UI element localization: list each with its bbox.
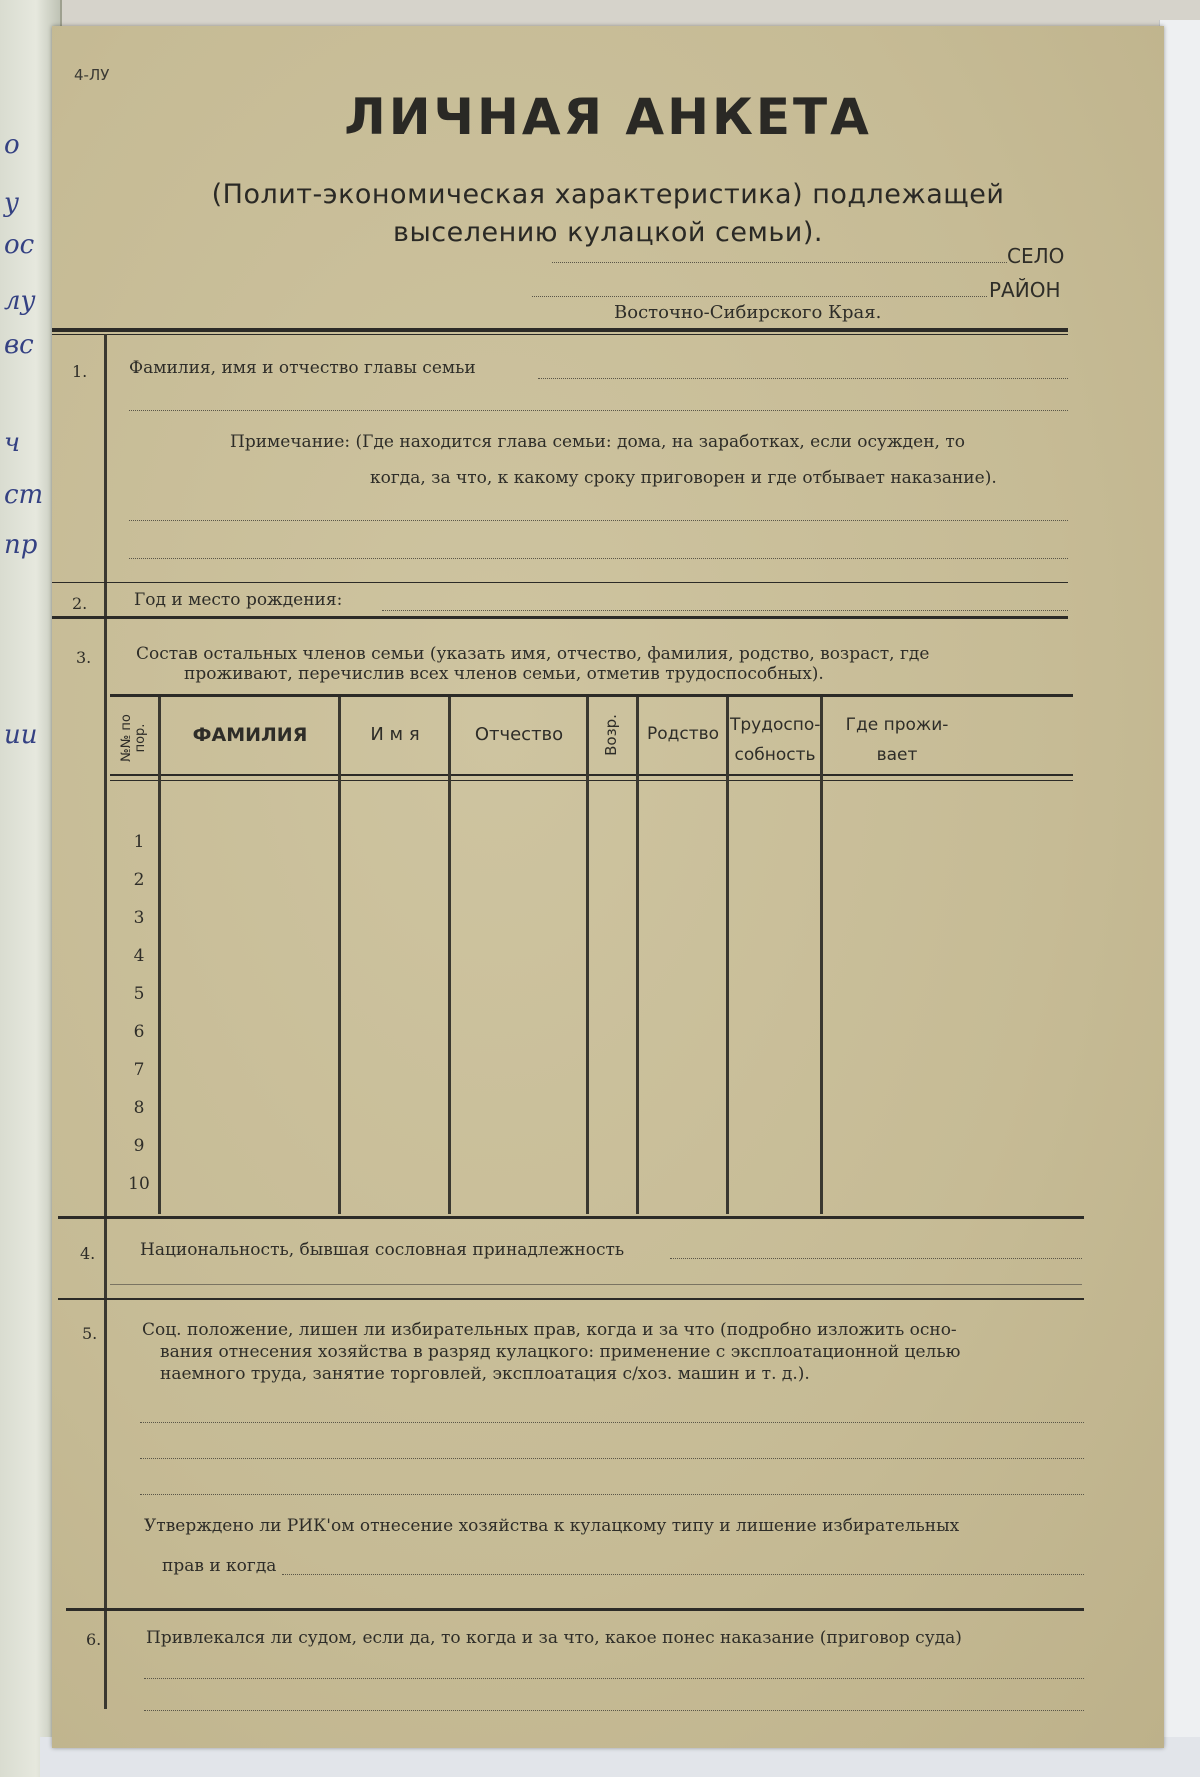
divider [52,582,1068,583]
column-separator [726,697,729,1214]
note-field-line[interactable] [129,558,1068,559]
divider [66,1608,1084,1611]
form-code: 4-ЛУ [74,66,110,84]
subtitle-line: (Полит-экономическая характеристика) подлежащей [211,179,1005,210]
header-patronymic: Отчество [474,724,564,745]
column-separator [338,697,341,1214]
row-number: 8 [133,1098,145,1118]
court-field-line[interactable] [144,1678,1084,1679]
head-of-family-field[interactable] [538,378,1068,379]
section-note: Примечание: (Где находится глава семьи: дома, на заработках, если осужден, то [230,432,965,452]
selo-label: СЕЛО [1007,244,1065,268]
section-label: Утверждено ли РИК'ом отнесение хозяйства к кулацкому типу и лишение избирательных [144,1516,960,1536]
section-number: 3. [76,648,92,667]
header-ability [730,710,820,770]
section-label: Привлекался ли судом, если да, то когда и за что, какое понес наказание (приговор суда) [146,1628,962,1648]
column-separator [586,697,589,1214]
row-number: 7 [133,1060,145,1080]
section-label: вания отнесения хозяйства в разряд кулацкого: применение с эксплоатационной целью [160,1342,961,1362]
subtitle-line: выселению кулацкой семьи). [393,217,823,248]
header-ability-line: Трудоспо- [730,715,821,735]
social-status-field-line[interactable] [140,1458,1084,1459]
social-status-field-line[interactable] [140,1422,1084,1423]
notebook-handwriting: ос [4,230,35,260]
header-residence-line: Где прожи- [845,715,949,735]
row-number: 9 [133,1136,145,1156]
nationality-field-line[interactable] [110,1284,1082,1285]
divider [58,1216,1084,1219]
section-label: Соц. положение, лишен ли избирательных прав, когда и за что (подробно изложить осно- [142,1320,957,1340]
notebook-handwriting: о [4,130,20,160]
row-number: 10 [128,1174,150,1194]
header-residence [824,710,970,770]
section-number: 4. [80,1244,96,1263]
header-surname: ФАМИЛИЯ [192,724,308,746]
approval-field[interactable] [282,1574,1084,1575]
header-relation: Родство [646,724,720,744]
column-separator [448,697,451,1214]
header-num: №№ по пор. [119,714,148,762]
court-field-line[interactable] [144,1710,1084,1711]
section-number: 5. [82,1324,98,1343]
family-table [110,694,1073,1214]
section-label: Национальность, бывшая сословная принадлежность [140,1240,625,1260]
section-number: 2. [72,594,88,613]
form-subtitle [52,176,1164,252]
notebook-handwriting: ии [4,720,38,750]
section-label: Состав остальных членов семьи (указать имя, отчество, фамилия, родство, возраст, где [136,644,930,664]
background-paper [1159,20,1200,1777]
section-label: проживают, перечислив всех членов семьи, отметив трудоспособных). [184,664,824,684]
table-rule [110,780,1073,781]
table-rule [110,774,1073,776]
birth-field[interactable] [382,610,1068,611]
row-number: 2 [133,870,145,890]
selo-field[interactable] [552,262,1007,263]
notebook-handwriting: ч [4,428,21,458]
form-sheet [52,26,1164,1748]
note-field-line[interactable] [129,520,1068,521]
divider [52,334,1068,335]
row-number: 6 [133,1022,145,1042]
notebook-handwriting: пр [4,530,38,560]
header-age: Возр. [602,714,620,756]
header-residence-line: вает [876,745,918,765]
nationality-field[interactable] [670,1258,1082,1259]
row-number: 3 [133,908,145,928]
divider [52,328,1068,332]
row-number: 5 [133,984,145,1004]
row-number: 1 [133,832,145,852]
header-ability-line: собность [734,745,816,765]
section-label: прав и когда [162,1556,277,1576]
raion-field[interactable] [532,296,987,297]
head-of-family-field-line[interactable] [129,410,1068,411]
section-label: Год и место рождения: [134,590,343,610]
section-number: 6. [86,1630,102,1649]
notebook-handwriting: ст [4,480,44,510]
section-number: 1. [72,362,88,381]
margin-rule [104,334,107,1709]
section-label: Фамилия, имя и отчество главы семьи [129,358,476,378]
notebook-handwriting: лу [4,286,36,316]
notebook-handwriting: у [4,188,20,218]
section-note: когда, за что, к какому сроку приговорен и где отбывает наказание). [370,468,997,488]
divider [58,1298,1084,1300]
table-rule [110,694,1073,697]
column-separator [820,697,823,1214]
divider [52,616,1068,619]
krai-label: Восточно-Сибирского Края. [614,302,882,323]
social-status-field-line[interactable] [140,1494,1084,1495]
raion-label: РАЙОН [989,278,1061,302]
section-label: наемного труда, занятие торговлей, эксплоатация с/хоз. машин и т. д.). [160,1364,810,1384]
form-title: ЛИЧНАЯ АНКЕТА [344,88,872,146]
column-separator [158,697,161,1214]
header-name: И м я [370,724,420,745]
notebook-handwriting: вс [4,330,34,360]
column-separator [636,697,639,1214]
row-number: 4 [133,946,145,966]
